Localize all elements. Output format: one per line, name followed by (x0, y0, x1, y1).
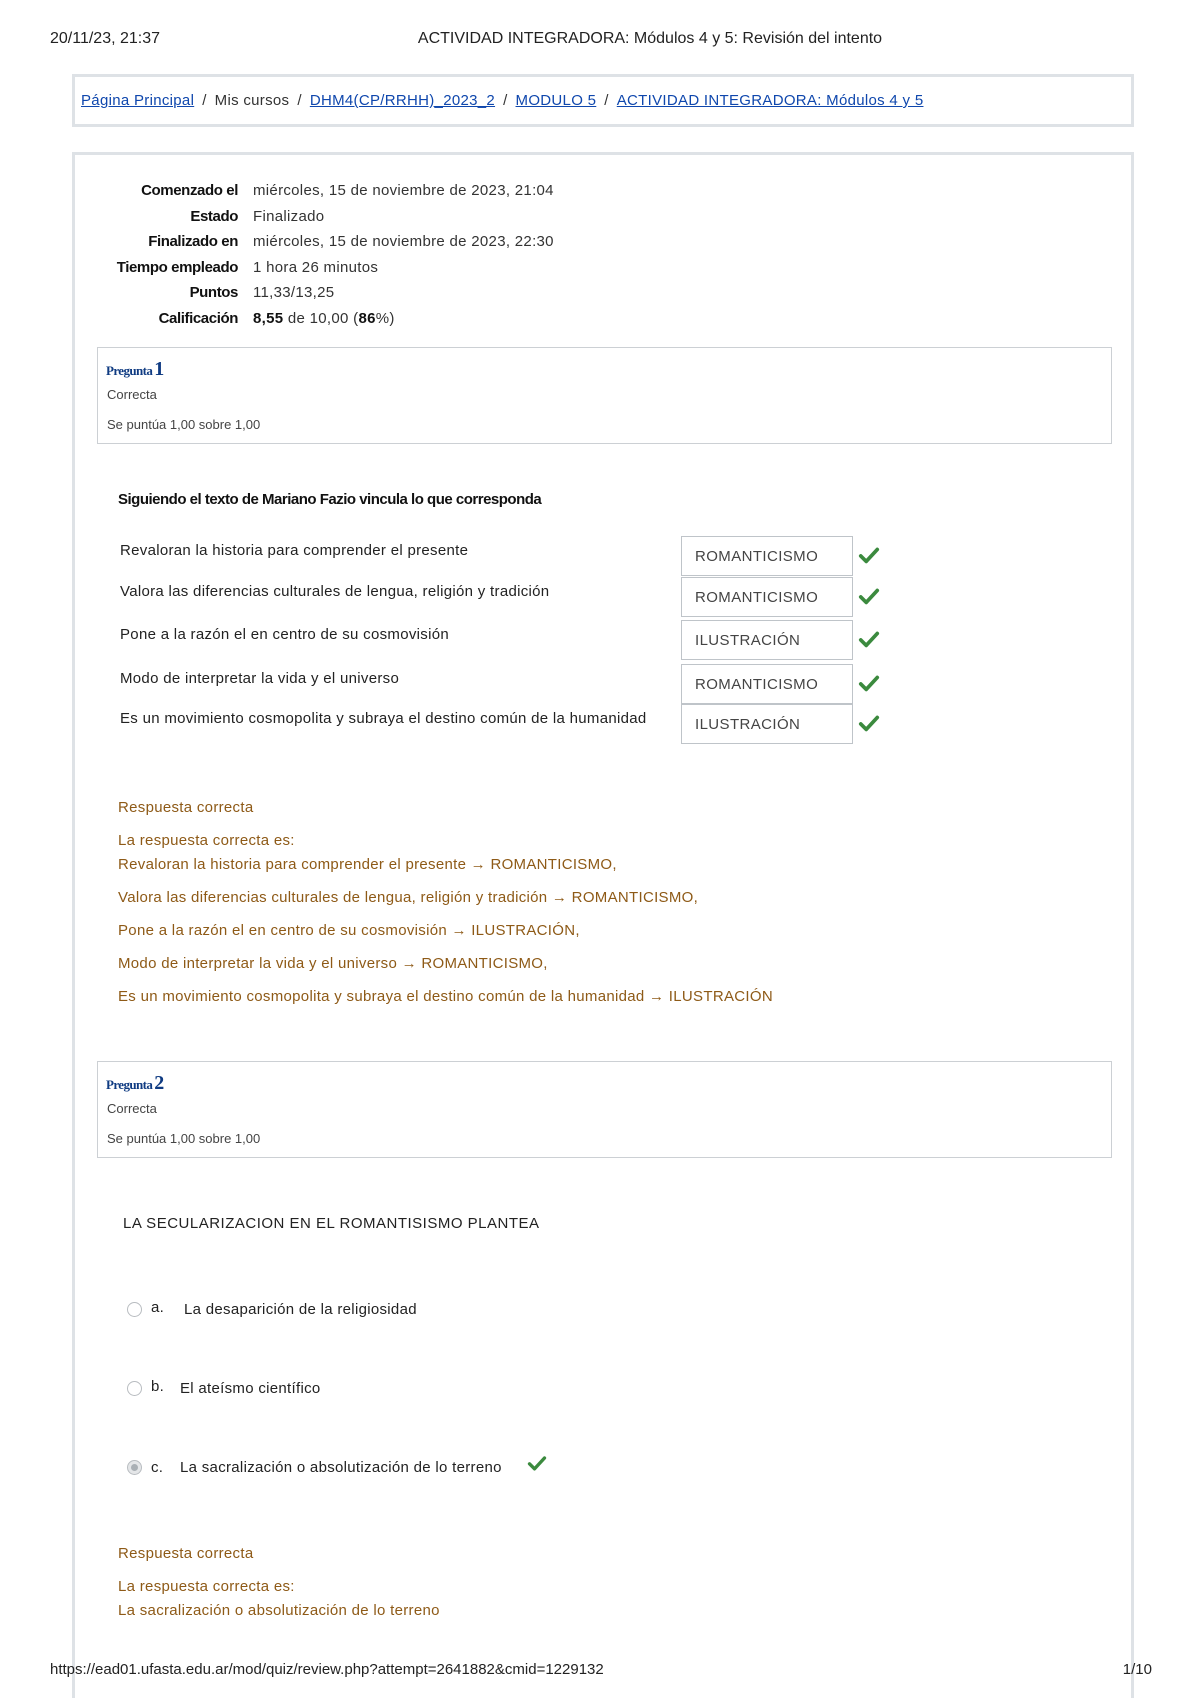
summary-label: Calificación (158, 309, 238, 327)
option-letter: b. (151, 1378, 165, 1395)
summary-row-started (100, 178, 554, 204)
breadcrumb-course-link[interactable]: DHM4(CP/RRHH)_2023_2 (309, 92, 496, 109)
question-label: Pregunta (106, 363, 153, 378)
match-select[interactable]: ROMANTICISMO (681, 664, 853, 704)
feedback-line: Valora las diferencias culturales de lengua, religión y tradición → ROMANTICISMO, (118, 889, 699, 906)
check-icon (858, 712, 880, 734)
option-text: La desaparición de la religiosidad (184, 1301, 417, 1318)
breadcrumb-separator: / (503, 92, 508, 109)
radio-button[interactable] (127, 1381, 142, 1396)
summary-value: 11,33/13,25 (253, 284, 335, 302)
breadcrumb-separator: / (297, 92, 302, 109)
feedback-title: Respuesta correcta (118, 1545, 254, 1562)
question-grade: Se puntúa 1,00 sobre 1,00 (107, 417, 261, 432)
match-row (118, 536, 878, 576)
feedback-line: Pone a la razón el en centro de su cosmovisión → ILUSTRACIÓN, (118, 922, 580, 939)
feedback-line: Es un movimiento cosmopolita y subraya el destino común de la humanidad → ILUSTRACIÓN (118, 988, 773, 1005)
radio-button-selected[interactable] (127, 1460, 142, 1475)
radio-button[interactable] (127, 1302, 142, 1317)
question-num: 2 (154, 1072, 164, 1094)
question-1-info (97, 347, 1112, 444)
feedback-intro: La respuesta correcta es: (118, 1578, 295, 1595)
summary-row-time (100, 255, 554, 281)
question-state: Correcta (107, 1101, 157, 1116)
question-grade: Se puntúa 1,00 sobre 1,00 (107, 1131, 261, 1146)
question-label: Pregunta (106, 1077, 153, 1092)
option-text: La sacralización o absolutización de lo terreno (180, 1459, 502, 1476)
breadcrumb-separator: / (604, 92, 609, 109)
summary-value: miércoles, 15 de noviembre de 2023, 21:04 (253, 182, 554, 200)
print-title: ACTIVIDAD INTEGRADORA: Módulos 4 y 5: Revisión del intento (417, 30, 883, 47)
print-url: https://ead01.ufasta.edu.ar/mod/quiz/review.php?attempt=2641882&cmid=1229132 (50, 1661, 604, 1678)
match-select[interactable]: ILUSTRACIÓN (681, 620, 853, 660)
check-icon (527, 1453, 547, 1473)
print-datetime: 20/11/23, 21:37 (50, 30, 161, 47)
breadcrumb-module-link[interactable]: MODULO 5 (515, 92, 597, 109)
question-2-text: LA SECULARIZACION EN EL ROMANTISISMO PLANTEA (123, 1215, 540, 1232)
feedback-line: Revaloran la historia para comprender el presente → ROMANTICISMO, (118, 856, 617, 873)
match-statement: Revaloran la historia para comprender el presente (120, 542, 469, 559)
question-number (106, 358, 164, 381)
summary-label: Tiempo empleado (116, 258, 238, 276)
option-letter: a. (151, 1299, 165, 1316)
match-select[interactable]: ILUSTRACIÓN (681, 704, 853, 744)
check-icon (858, 544, 880, 566)
answer-option-c[interactable] (127, 1457, 567, 1483)
summary-value: Finalizado (253, 207, 325, 225)
answer-option-b[interactable] (127, 1378, 527, 1404)
match-select[interactable]: ROMANTICISMO (681, 536, 853, 576)
option-letter: c. (151, 1459, 164, 1476)
grade-percent: 86 (358, 309, 376, 327)
answer-option-a[interactable] (127, 1299, 527, 1325)
match-select[interactable]: ROMANTICISMO (681, 577, 853, 617)
grade-close: %) (375, 309, 395, 327)
match-statement: Pone a la razón el en centro de su cosmovisión (120, 626, 449, 643)
summary-label: Estado (190, 207, 238, 225)
question-1-text: Siguiendo el texto de Mariano Fazio vincula lo que corresponda (118, 491, 542, 508)
match-row (118, 704, 878, 744)
breadcrumb-separator: / (202, 92, 207, 109)
summary-value (253, 310, 395, 327)
grade-of: de 10,00 ( (287, 309, 359, 327)
check-icon (858, 585, 880, 607)
match-row (118, 620, 878, 660)
question-state: Correcta (107, 387, 157, 402)
attempt-summary (100, 178, 554, 331)
breadcrumb-activity-link[interactable]: ACTIVIDAD INTEGRADORA: Módulos 4 y 5 (616, 92, 924, 109)
summary-row-grade (100, 306, 554, 332)
feedback-line: Modo de interpretar la vida y el universo → ROMANTICISMO, (118, 955, 548, 972)
match-statement: Es un movimiento cosmopolita y subraya el destino común de la humanidad (120, 710, 647, 727)
breadcrumb-home-link[interactable]: Página Principal (81, 92, 195, 109)
feedback-intro: La respuesta correcta es: (118, 832, 295, 849)
print-header (0, 26, 1200, 50)
feedback-title: Respuesta correcta (118, 799, 254, 816)
check-icon (858, 672, 880, 694)
option-text: El ateísmo científico (180, 1380, 321, 1397)
summary-row-finished (100, 229, 554, 255)
summary-label: Finalizado en (148, 233, 238, 251)
summary-value: 1 hora 26 minutos (253, 258, 379, 276)
summary-row-points (100, 280, 554, 306)
feedback-answer: La sacralización o absolutización de lo terreno (118, 1602, 440, 1619)
match-statement: Valora las diferencias culturales de lengua, religión y tradición (120, 583, 550, 600)
breadcrumb (72, 74, 1134, 127)
question-2-info (97, 1061, 1112, 1158)
summary-label: Puntos (189, 284, 238, 302)
summary-value: miércoles, 15 de noviembre de 2023, 22:30 (253, 233, 554, 251)
print-page-number: 1/10 (1122, 1661, 1152, 1678)
question-number (106, 1072, 164, 1095)
match-row (118, 577, 878, 617)
grade-score: 8,55 (253, 309, 284, 327)
print-footer (0, 1658, 1200, 1682)
check-icon (858, 628, 880, 650)
summary-label: Comenzado el (141, 182, 238, 200)
match-statement: Modo de interpretar la vida y el universo (120, 670, 400, 687)
breadcrumb-my-courses: Mis cursos (214, 92, 290, 109)
summary-row-state (100, 204, 554, 230)
match-row (118, 664, 878, 704)
question-num: 1 (154, 358, 164, 380)
